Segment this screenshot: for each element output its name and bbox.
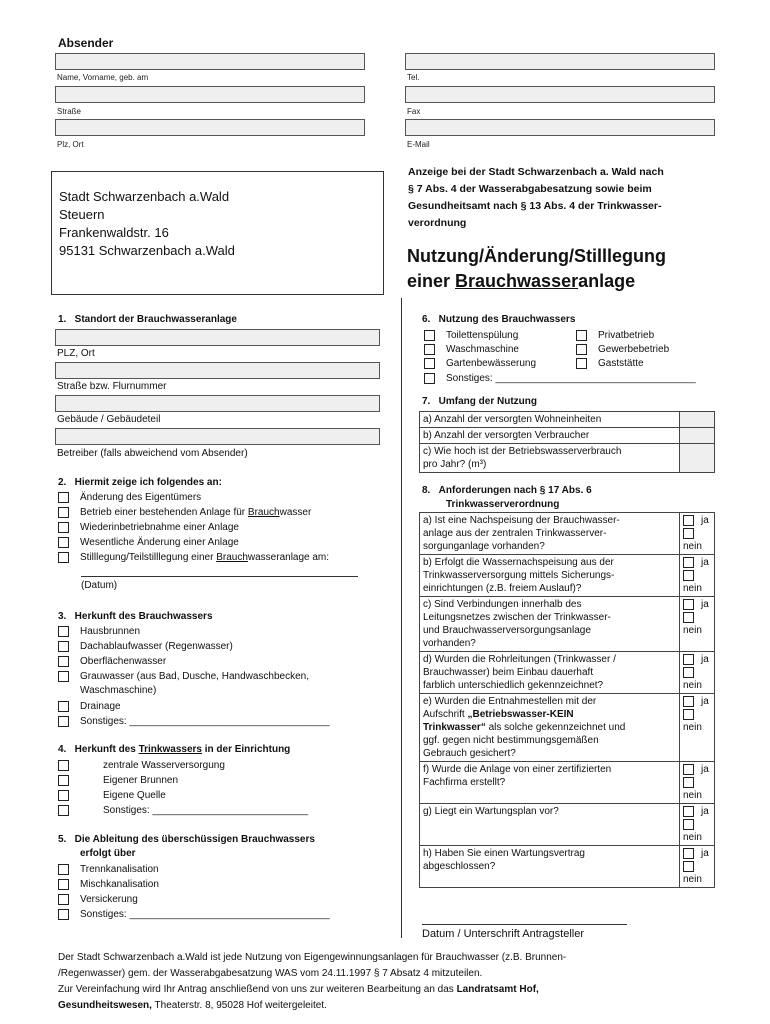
option-label: Gewerbebetrieb (598, 344, 670, 355)
sender-city-field[interactable] (55, 119, 365, 136)
table-row (420, 412, 715, 428)
notice-line-3: Gesundheitsamt nach § 13 Abs. 4 der Trinkwasser- (408, 200, 662, 212)
nein-option[interactable] (683, 569, 711, 595)
s1-operator-field[interactable] (55, 428, 380, 445)
option-label: Dachablaufwasser (Regenwasser) (80, 641, 233, 652)
checkbox[interactable] (683, 709, 694, 720)
table-row (420, 428, 715, 444)
nein-option[interactable] (683, 708, 711, 734)
s7-row-b-label: b) Anzahl der versorgten Verbraucher (420, 428, 680, 444)
ja-label: ja (701, 696, 709, 707)
checkbox[interactable] (683, 764, 694, 775)
checkbox[interactable] (58, 671, 69, 682)
checkbox[interactable] (424, 373, 435, 384)
checkbox[interactable] (683, 654, 694, 665)
table-row (420, 846, 715, 888)
label-post: wasser (279, 507, 312, 518)
s6-heading: 6. Nutzung des Brauchwassers (422, 314, 576, 325)
nein-label: nein (683, 832, 702, 843)
s1-plz-label: PLZ, Ort (57, 348, 95, 359)
s1-building-field[interactable] (55, 395, 380, 412)
option-label: Eigene Quelle (103, 790, 166, 801)
q-text: c) Sind Verbindungen innerhalb des (423, 599, 582, 610)
checkbox[interactable] (58, 522, 69, 533)
q-text: d) Wurden die Rohrleitungen (Trinkwasser / (423, 654, 616, 665)
s7-row-a-label: a) Anzahl der versorgten Wohneinheiten (420, 412, 680, 428)
checkbox[interactable] (683, 819, 694, 830)
q-text (423, 721, 676, 734)
footer-line-4-post: Theaterstr. 8, 95028 Hof weitergeleitet. (151, 1000, 327, 1011)
sender-fax-label: Fax (407, 107, 421, 116)
nein-label: nein (683, 722, 702, 733)
notice-text (408, 164, 664, 232)
q-text: sorgunganlage vorhanden? (423, 541, 545, 552)
checkbox[interactable] (576, 344, 587, 355)
checkbox[interactable] (58, 790, 69, 801)
ja-option[interactable] (683, 805, 711, 818)
ja-option[interactable] (683, 847, 711, 860)
q-text: Brauchwasser) beim Einbau dauerhaft (423, 667, 594, 678)
s2-date-line[interactable] (81, 576, 358, 577)
footer-line-3-bold: Landratsamt Hof, (456, 984, 539, 995)
label-underlined: Brauch (247, 507, 280, 518)
ja-option[interactable] (683, 653, 711, 666)
s8-answer-h (680, 846, 715, 888)
checkbox[interactable] (576, 358, 587, 369)
ja-option[interactable] (683, 763, 711, 776)
s8-answer-e (680, 694, 715, 762)
notice-line-4: verordnung (408, 217, 467, 229)
table-row (420, 804, 715, 846)
table-row (420, 694, 715, 762)
q-text: Leitungsnetzes zwischen der Trinkwasser- (423, 612, 611, 623)
sender-street-field[interactable] (55, 86, 365, 103)
recipient-address-box (51, 171, 384, 295)
q-text: h) Haben Sie einen Wartungsvertrag (423, 848, 585, 859)
footer-line-2: /Regenwasser) gem. der Wasserabgabesatzung WAS vom 24.11.1997 § 7 Absatz 4 mitzuteilen. (58, 968, 483, 979)
q-text: Gebrauch gesichert? (423, 748, 516, 759)
address-line-4: 95131 Schwarzenbach a.Wald (59, 243, 235, 258)
option-label: Gartenbewässerung (446, 358, 537, 369)
table-row (420, 444, 715, 473)
address-line-1: Stadt Schwarzenbach a.Wald (59, 189, 230, 204)
sender-street-label: Straße (57, 107, 82, 116)
s1-street-label: Straße bzw. Flurnummer (57, 381, 167, 392)
table-row (420, 597, 715, 652)
q-text-bold: Trinkwasser“ (423, 722, 486, 733)
ja-label: ja (701, 806, 709, 817)
option-label: Sonstiges: ____________________________________ (80, 909, 330, 920)
q-text: einrichtungen (z.B. freiem Auslauf)? (423, 583, 582, 594)
s4-heading (58, 744, 290, 755)
checkbox[interactable] (58, 537, 69, 548)
ja-label: ja (701, 654, 709, 665)
nein-option[interactable] (683, 860, 711, 886)
page-title (407, 244, 666, 294)
q-text: ggf. gegen nicht bestimmungsgemäßen (423, 735, 599, 746)
s8-question-d (420, 652, 680, 694)
q-text: f) Wurde die Anlage von einer zertifizierten (423, 764, 612, 775)
address-line-3: Frankenwaldstr. 16 (59, 225, 169, 240)
checkbox[interactable] (683, 557, 694, 568)
q-text: b) Erfolgt die Wassernachspeisung aus der (423, 557, 614, 568)
checkbox[interactable] (58, 656, 69, 667)
option-label: Sonstiges: ____________________________________ (80, 716, 330, 727)
sender-fax-field[interactable] (405, 86, 715, 103)
q-text: Fachfirma erstellt? (423, 777, 506, 788)
option-label: Änderung des Eigentümers (80, 492, 202, 503)
s7-table (419, 411, 715, 473)
checkbox[interactable] (576, 330, 587, 341)
q-text: g) Liegt ein Wartungsplan vor? (423, 806, 559, 817)
sender-tel-field[interactable] (405, 53, 715, 70)
checkbox[interactable] (424, 330, 435, 341)
s7-row-c-value[interactable] (680, 444, 715, 473)
q-text: farblich unterschiedlich gekennzeichnet? (423, 680, 604, 691)
s8-answer-g (680, 804, 715, 846)
option-label: Trennkanalisation (80, 864, 159, 875)
option-label: Wiederinbetriebnahme einer Anlage (80, 522, 239, 533)
nein-option[interactable] (683, 527, 711, 553)
checkbox[interactable] (424, 358, 435, 369)
q-text: e) Wurden die Entnahmestellen mit der (423, 696, 597, 707)
title-line-2 (407, 269, 666, 294)
q-text-post: als solche gekennzeichnet und (485, 722, 626, 733)
ja-option[interactable] (683, 598, 711, 611)
footer-line-1: Der Stadt Schwarzenbach a.Wald ist jede Nutzung von Eigengewinnungsanlagen für Brauchwasser (z.B. Brunnen- (58, 952, 567, 963)
footer-line-4 (58, 998, 566, 1014)
checkbox[interactable] (683, 570, 694, 581)
s7-heading: 7. Umfang der Nutzung (422, 396, 537, 407)
option-label: Versickerung (80, 894, 138, 905)
option-label: zentrale Wasserversorgung (103, 760, 225, 771)
footer-line-3-pre: Zur Vereinfachung wird Ihr Antrag anschließend von uns zur weiteren Bearbeitung an das (58, 984, 457, 995)
s1-building-label: Gebäude / Gebäudeteil (57, 414, 161, 425)
checkbox[interactable] (58, 805, 69, 816)
s8-heading-cont: Trinkwasserverordnung (446, 499, 560, 510)
option-label: Privatbetrieb (598, 330, 655, 341)
checkbox[interactable] (58, 879, 69, 890)
sender-city-label: Plz, Ort (57, 140, 84, 149)
checkbox[interactable] (58, 552, 69, 563)
s8-question-f (420, 762, 680, 804)
option-label: Toilettenspülung (446, 330, 519, 341)
checkbox[interactable] (683, 806, 694, 817)
nein-label: nein (683, 583, 702, 594)
ja-label: ja (701, 515, 709, 526)
s3-heading: 3. Herkunft des Brauchwassers (58, 611, 213, 622)
nein-label: nein (683, 625, 702, 636)
nein-option[interactable] (683, 666, 711, 692)
notice-line-2: § 7 Abs. 4 der Wasserabgabesatzung sowie beim (408, 183, 652, 195)
notice-line-1: Anzeige bei der Stadt Schwarzenbach a. Wald nach (408, 166, 664, 178)
checkbox[interactable] (58, 894, 69, 905)
label-underlined: Brauch (216, 552, 248, 563)
option-label: Wesentliche Änderung einer Anlage (80, 537, 239, 548)
checkbox[interactable] (683, 848, 694, 859)
checkbox[interactable] (58, 775, 69, 786)
s8-question-c (420, 597, 680, 652)
nein-label: nein (683, 541, 702, 552)
s5-heading: 5. Die Ableitung des überschüssigen Brauchwassers (58, 834, 315, 845)
s7-row-a-value[interactable] (680, 412, 715, 428)
nein-label: nein (683, 790, 702, 801)
q-text (423, 708, 676, 721)
s1-heading: 1. Standort der Brauchwasseranlage (58, 314, 237, 325)
nein-option[interactable] (683, 611, 711, 637)
checkbox[interactable] (683, 599, 694, 610)
s2-heading: 2. Hiermit zeige ich folgendes an: (58, 477, 222, 488)
option-label (80, 551, 329, 565)
q-text-bold: „Betriebswasser-KEIN (467, 709, 574, 720)
signature-line[interactable] (422, 924, 627, 925)
s8-answer-c (680, 597, 715, 652)
option-label: Sonstiges: ____________________________________ (446, 373, 696, 384)
s7-row-c-label (420, 444, 680, 473)
nein-option[interactable] (683, 776, 711, 802)
nein-label: nein (683, 680, 702, 691)
option-label: Hausbrunnen (80, 626, 141, 637)
column-divider (401, 298, 402, 938)
label-pre: Betrieb einer bestehenden Anlage für (80, 507, 248, 518)
checkbox[interactable] (58, 507, 69, 518)
sender-name-field[interactable] (55, 53, 365, 70)
option-label: Drainage (80, 701, 121, 712)
q-text: und Brauchwasserversorgungsanlage (423, 625, 591, 636)
s8-heading: 8. Anforderungen nach § 17 Abs. 6 (422, 485, 592, 496)
nein-option[interactable] (683, 818, 711, 844)
checkbox[interactable] (58, 716, 69, 727)
checkbox[interactable] (683, 861, 694, 872)
ja-label: ja (701, 599, 709, 610)
q-text: anlage aus der zentralen Trinkwasserver- (423, 528, 607, 539)
sender-heading: Absender (58, 36, 114, 50)
s8-answer-d (680, 652, 715, 694)
ja-label: ja (701, 848, 709, 859)
table-row (420, 762, 715, 804)
s8-question-e (420, 694, 680, 762)
s8-question-g (420, 804, 680, 846)
checkbox[interactable] (683, 667, 694, 678)
footer-text (58, 950, 566, 1014)
s8-question-h (420, 846, 680, 888)
q-text-pre: Aufschrift (423, 709, 468, 720)
s8-question-b (420, 555, 680, 597)
title-line-2-pre: einer (407, 271, 456, 291)
checkbox[interactable] (58, 909, 69, 920)
ja-option[interactable] (683, 556, 711, 569)
option-label: Eigener Brunnen (103, 775, 179, 786)
q-text: a) Ist eine Nachspeisung der Brauchwasser- (423, 515, 620, 526)
q-text: vorhanden? (423, 638, 476, 649)
option-label: Gaststätte (598, 358, 644, 369)
sender-name-label: Name, Vorname, geb. am (57, 73, 149, 82)
nein-label: nein (683, 874, 702, 885)
checkbox[interactable] (683, 528, 694, 539)
s2-date-label: (Datum) (81, 580, 118, 591)
heading-pre: 4. Herkunft des (58, 744, 139, 755)
signature-label: Datum / Unterschrift Antragsteller (422, 928, 585, 940)
checkbox[interactable] (683, 515, 694, 526)
checkbox[interactable] (58, 641, 69, 652)
s8-answer-b (680, 555, 715, 597)
heading-underlined: Trinkwassers (138, 744, 202, 755)
checkbox[interactable] (58, 864, 69, 875)
table-row (420, 652, 715, 694)
sender-tel-label: Tel. (407, 73, 420, 82)
footer-line-4-bold: Gesundheitswesen, (58, 1000, 152, 1011)
sender-email-field[interactable] (405, 119, 715, 136)
checkbox[interactable] (683, 777, 694, 788)
label-post: wasseranlage am: (247, 552, 330, 563)
label-pre: Stilllegung/Teilstilllegung einer (80, 552, 217, 563)
s1-street-field[interactable] (55, 362, 380, 379)
q-text: Trinkwasserversorgung mittels Sicherungs- (423, 570, 615, 581)
s8-question-a (420, 513, 680, 555)
ja-label: ja (701, 557, 709, 568)
title-line-2-post: anlage (578, 271, 636, 291)
ja-option[interactable] (683, 695, 711, 708)
checkbox[interactable] (58, 760, 69, 771)
checkbox[interactable] (683, 696, 694, 707)
s1-plz-field[interactable] (55, 329, 380, 346)
title-line-1: Nutzung/Änderung/Stilllegung (407, 246, 666, 266)
checkbox[interactable] (58, 626, 69, 637)
checkbox[interactable] (58, 492, 69, 503)
table-row (420, 555, 715, 597)
checkbox[interactable] (424, 344, 435, 355)
option-label: Mischkanalisation (80, 879, 159, 890)
ja-option[interactable] (683, 514, 711, 527)
option-label: Waschmaschine (446, 344, 519, 355)
sender-email-label: E-Mail (407, 140, 430, 149)
s7-row-b-value[interactable] (680, 428, 715, 444)
row-text: pro Jahr? (m³) (423, 459, 487, 470)
title-line-2-underlined: Brauchwasser (455, 271, 579, 291)
s3-option-greywater-cont: Waschmaschine) (80, 685, 157, 696)
option-label: Oberflächenwasser (80, 656, 167, 667)
s8-table (419, 512, 715, 888)
s8-answer-a (680, 513, 715, 555)
table-row (420, 513, 715, 555)
address-line-2: Steuern (59, 207, 105, 222)
q-text: abgeschlossen? (423, 861, 496, 872)
footer-line-3 (58, 982, 566, 998)
ja-label: ja (701, 764, 709, 775)
option-label: Grauwasser (aus Bad, Dusche, Handwaschbecken, (80, 671, 310, 682)
checkbox[interactable] (683, 612, 694, 623)
row-text: c) Wie hoch ist der Betriebswasserverbrauch (423, 446, 622, 457)
recipient-address (59, 188, 235, 260)
s1-operator-label: Betreiber (falls abweichend vom Absender) (57, 448, 248, 459)
s5-heading-cont: erfolgt über (80, 848, 136, 859)
checkbox[interactable] (58, 701, 69, 712)
option-label (80, 506, 311, 520)
heading-post: in der Einrichtung (201, 744, 291, 755)
s8-answer-f (680, 762, 715, 804)
option-label: Sonstiges: ____________________________ (103, 805, 309, 816)
